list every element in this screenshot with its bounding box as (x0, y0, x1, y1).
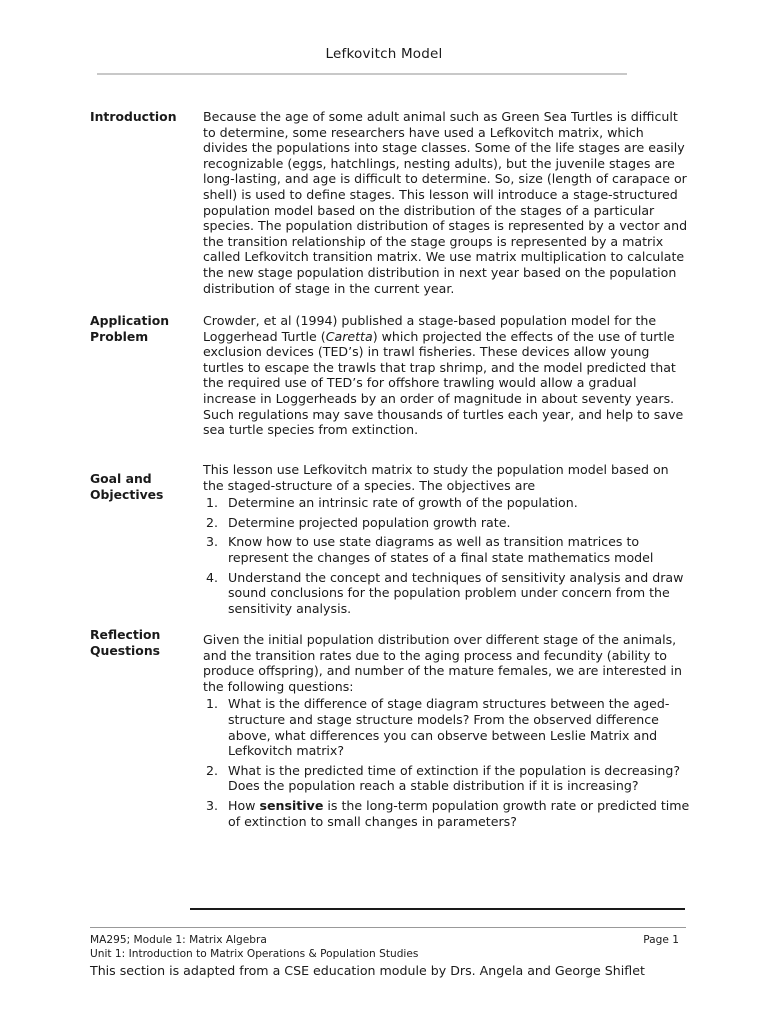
list-number: 1. (206, 696, 219, 712)
reflection-label-line1: Reflection (90, 627, 161, 642)
list-item (203, 763, 690, 794)
footer-course: MA295; Module 1: Matrix Algebra (90, 934, 267, 946)
questions-list (203, 696, 690, 829)
application-label (90, 313, 194, 345)
list-item (203, 570, 690, 617)
list-number: 2. (206, 762, 219, 778)
list-number: 2. (206, 514, 219, 530)
list-item (203, 515, 690, 531)
list-text: Determine an intrinsic rate of growth of the population. (228, 495, 578, 511)
goals-label-line2: Objectives (90, 487, 164, 502)
goals-label (90, 471, 194, 503)
list-number: 3. (206, 534, 219, 550)
list-number: 1. (206, 495, 219, 511)
footer-credit: This section is adapted from a CSE education module by Drs. Angela and George Shiflet (90, 963, 645, 978)
application-text-before: Crowder, et al (1994) published a stage-based population model for the Loggerhead Turtle ( (203, 313, 657, 344)
application-paragraph (203, 313, 690, 438)
list-number: 4. (206, 569, 219, 585)
list-text: Understand the concept and techniques of sensitivity analysis and draw sound conclusions for the population problem under concern from the sensitivity analysis. (228, 569, 684, 616)
title-divider (97, 73, 627, 75)
footer-page-number: Page 1 (643, 934, 679, 946)
goals-label-line1: Goal and (90, 471, 152, 486)
introduction-text (203, 109, 690, 296)
list-text: Know how to use state diagrams as well as transition matrices to represent the changes of states of a final state mathematics model (228, 534, 654, 565)
footer-divider (190, 908, 685, 910)
application-text (203, 313, 690, 438)
list-item (203, 495, 690, 511)
introduction-label: Introduction (90, 109, 177, 124)
reflection-label-line2: Questions (90, 643, 161, 658)
list-item (203, 798, 690, 829)
list-number: 3. (206, 797, 219, 813)
objectives-list (203, 495, 690, 616)
list-text: What is the difference of stage diagram structures between the aged-structure and stage structure models? From the observed difference above, what differences you can observe between Leslie Matrix and Lefkovitch matrix? (228, 696, 670, 759)
reflection-label (90, 627, 194, 659)
list-text-after: is the long-term population growth rate or predicted time of extinction to small changes in parameters? (228, 797, 690, 829)
list-text-before: How (228, 797, 260, 813)
list-text: Determine projected population growth rate. (228, 514, 511, 530)
reflection-text (203, 632, 690, 833)
goals-text (203, 462, 690, 620)
list-item (203, 534, 690, 565)
goals-intro: This lesson use Lefkovitch matrix to study the population model based on the staged-structure of a species. The objectives are (203, 462, 669, 493)
reflection-intro: Given the initial population distribution over different stage of the animals, and the transition rates due to the aging process and fecundity (ability to produce offspring), and number of the mature females, we are interested in the following questions: (203, 632, 682, 694)
footer-unit: Unit 1: Introduction to Matrix Operations & Population Studies (90, 948, 419, 960)
application-label-line2: Problem (90, 329, 149, 344)
application-species-name: Caretta (325, 328, 373, 344)
introduction-paragraph: Because the age of some adult animal such as Green Sea Turtles is difficult to determine, some researchers have used a Lefkovitch matrix, which divides the populations into stage classes. Some of the life stages are easily recognizable (eggs, hatchlings, nesting adults), but the juvenile stages are long-lasting, and age is difficult to determine. So, size (length of carapace or shell) is used to define stages. This lesson will introduce a stage-structured population model based on the distribution of the stages of a particular species. The population distribution of stages is represented by a vector and the transition relationship of the stage groups is represented by a matrix called Lefkovitch transition matrix. We use matrix multiplication to calculate the new stage population distribution in next year based on the population distribution of stage in the current year. (203, 109, 688, 296)
footer-thin-divider (90, 927, 686, 928)
application-label-line1: Application (90, 313, 170, 328)
list-item (203, 696, 690, 758)
page-title: Lefkovitch Model (325, 46, 443, 62)
emphasis-word: sensitive (259, 797, 324, 813)
application-text-after: ) which projected the effects of the use of turtle exclusion devices (TED’s) in trawl fisheries. These devices allow young turtles to escape the trawls that trap shrimp, and the model predicted that the required use of TED’s for offshore trawling would allow a gradual increase in Loggerheads by an order of magnitude in about seventy years. Such regulations may save thousands of turtles each year, and help to save sea turtle species from extinction. (203, 328, 684, 438)
list-text: What is the predicted time of extinction if the population is decreasing? Does the population reach a stable distribution if it is increasing? (228, 762, 681, 794)
